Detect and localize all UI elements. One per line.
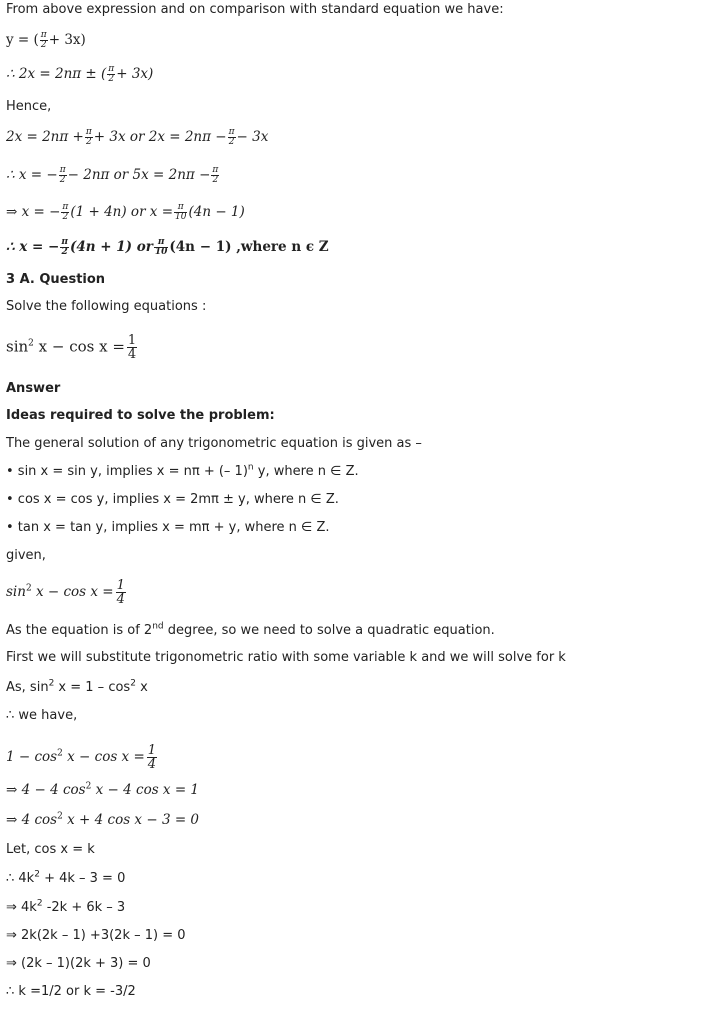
bullet-tan: • tan x = tan y, implies x = mπ + y, where n ∈ Z. — [6, 520, 330, 535]
equation-substituted: $1 - \cos^2 x - \cos x$ = $\frac{1}{4}$ — [6, 743, 157, 772]
ideas-heading: Ideas required to solve the problem: — [6, 408, 275, 423]
equation-2x: ∴ 2x = 2nπ ± ( $\frac{\pi}{2}$ + 3x) — [6, 64, 154, 84]
k-equation-1: ∴ $4k^2 + 4k - 3 = 0$ — [6, 869, 126, 886]
substitute-text: First we will substitute trigonometric ratio with some variable k and we will solve for k — [6, 650, 566, 665]
answer-heading: Answer — [6, 381, 61, 396]
question-heading: 3 A. Question — [6, 272, 106, 287]
k-equation-3: ⇒ 2k(2k – 1) +3(2k – 1) = 0 — [6, 928, 186, 943]
k-equation-2: ⇒ $4k^2$ -2k + 6k – 3 — [6, 898, 126, 915]
given-equation: $\sin^2 x - \cos x$ = $\frac{1}{4}$ — [6, 578, 125, 607]
bullet-cos: • cos x = cos y, implies x = 2mπ ± y, where n ∈ Z. — [6, 492, 339, 507]
degree-text: As the equation is of 2nd degree, so we need to solve a quadratic equation. — [6, 621, 495, 638]
identity-text: As, $\sin^2 x = 1 - \cos^2 x$ — [6, 678, 148, 695]
general-solution-text: The general solution of any trigonometric equation is given as – — [6, 436, 422, 451]
we-have-text: ∴ we have, — [6, 708, 78, 723]
intro-text: From above expression and on comparison with standard equation we have: — [6, 2, 504, 17]
fraction-pi-2: $\frac{\pi}{2}$ — [40, 30, 47, 50]
equation-final-solution: ∴ x = − $\frac{\pi}{2}$ (4n + 1) or $\frac{\pi}{10}$ (4n − 1) ,where n ϵ Z — [6, 237, 329, 257]
hence-text: Hence, — [6, 99, 52, 114]
equation-x-factored: ⇒ x = − $\frac{\pi}{2}$ (1 + 4n) or x = $\frac{\pi}{10}$ (4n − 1) — [6, 202, 245, 222]
problem-equation: $\sin^2 x - \cos x$ = $\frac{1}{4}$ — [6, 333, 137, 362]
k-equation-4: ⇒ (2k – 1)(2k + 3) = 0 — [6, 956, 151, 971]
given-text: given, — [6, 548, 46, 563]
bullet-sin: • sin x = sin y, implies x = nπ + (– 1)$^n$ y, where n ∈ Z. — [6, 462, 359, 479]
equation-y: y = ( $\frac{\pi}{2}$ + 3x) — [6, 30, 86, 50]
equation-cases: 2x = 2nπ + $\frac{\pi}{2}$ + 3x or 2x = 2nπ − $\frac{\pi}{2}$ − 3x — [6, 127, 269, 147]
let-text: Let, cos x = k — [6, 842, 95, 857]
equation-expanded: ⇒ 4 − 4 $\cos^2 x - 4$ cos x = 1 — [6, 781, 200, 798]
k-solution: ∴ k =1/2 or k = -3/2 — [6, 984, 136, 999]
equation-x-cases: ∴ x = − $\frac{\pi}{2}$ − 2nπ or 5x = 2nπ − $\frac{\pi}{2}$ — [6, 165, 219, 185]
instruction-text: Solve the following equations : — [6, 299, 207, 314]
equation-quadratic: ⇒ 4 $\cos^2 x + 4$ cos x − 3 = 0 — [6, 811, 200, 828]
